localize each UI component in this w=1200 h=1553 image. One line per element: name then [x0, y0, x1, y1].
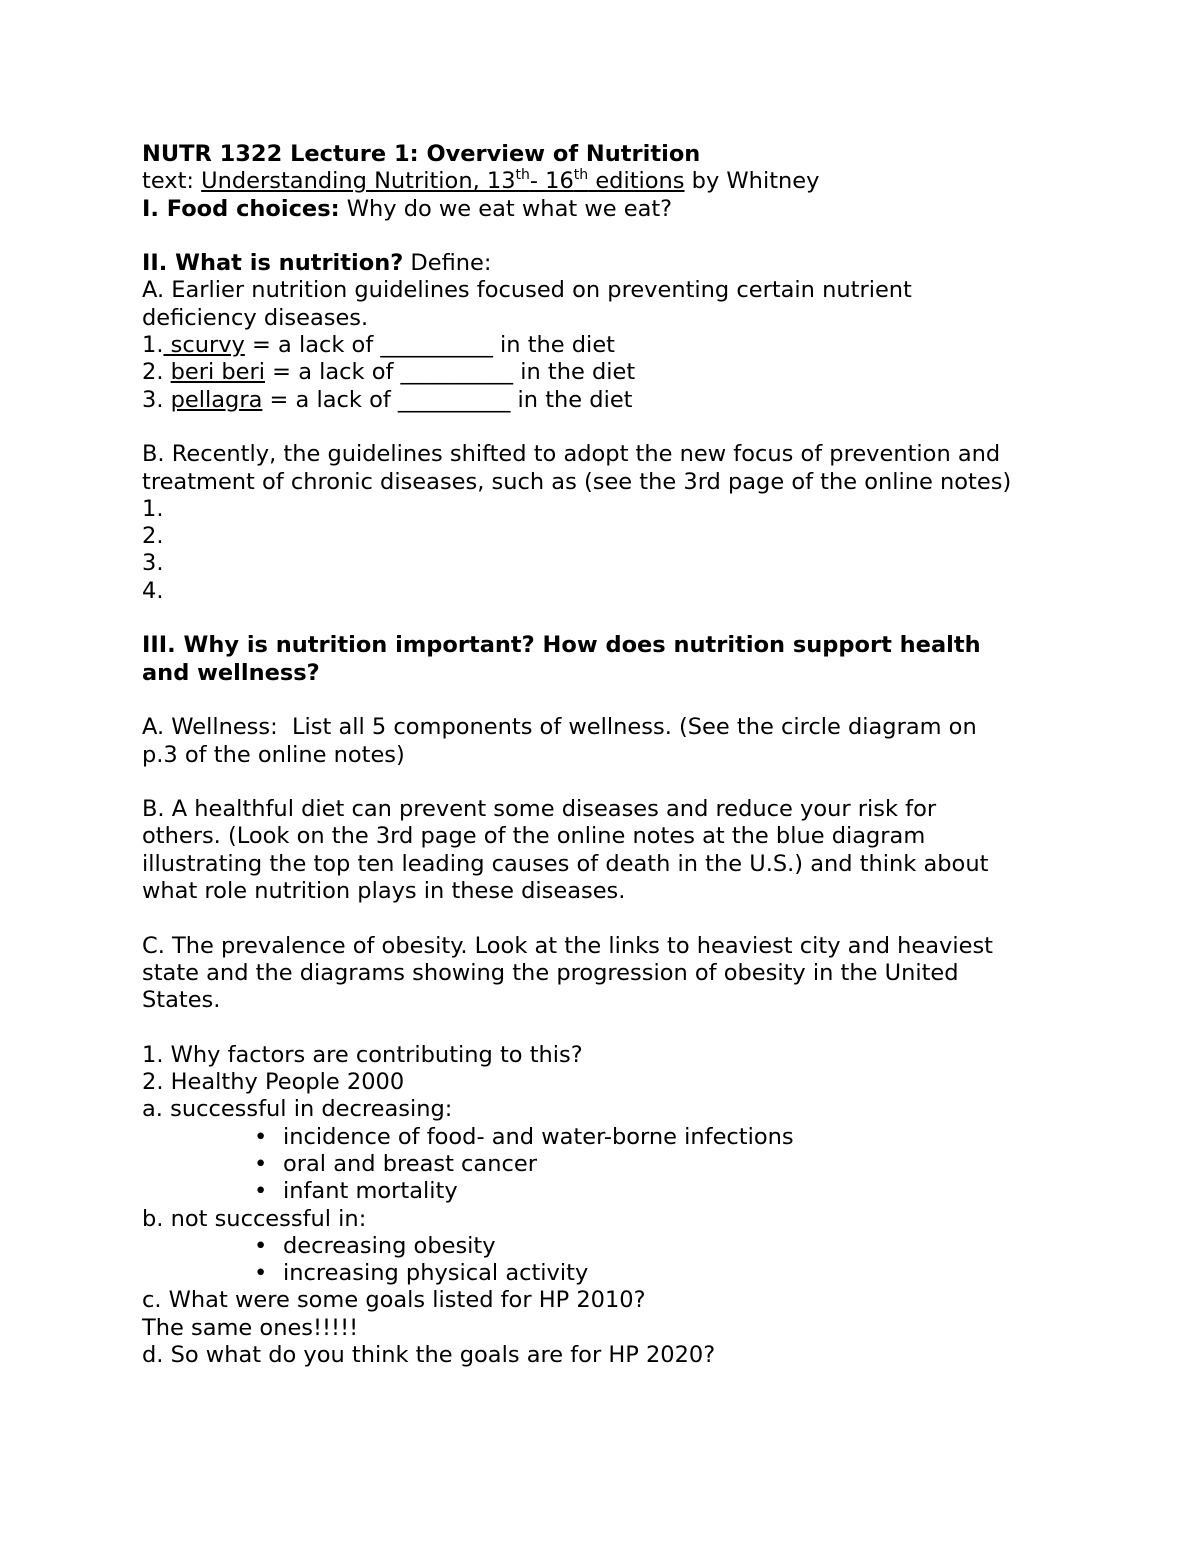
- textbook-title: Understanding Nutrition, 13th- 16th editions: [201, 166, 685, 195]
- question-2c-answer: The same ones!!!!!: [142, 1314, 359, 1341]
- list-item: • oral and breast cancer: [254, 1150, 537, 1177]
- question-2a: a. successful in decreasing:: [142, 1096, 453, 1123]
- wellness-line-2: p.3 of the online notes): [142, 741, 405, 768]
- bullet-icon: •: [254, 1260, 268, 1287]
- bullet-icon: •: [254, 1178, 268, 1205]
- section-2-a-line-2: deficiency diseases.: [142, 304, 369, 331]
- obesity-line: C. The prevalence of obesity. Look at the links to heaviest city and heaviest: [142, 932, 993, 959]
- section-2-a-line-1: A. Earlier nutrition guidelines focused on preventing certain nutrient: [142, 277, 912, 304]
- section-1: I. Food choices: Why do we eat what we eat?: [142, 195, 673, 222]
- wellness-line-1: A. Wellness: List all 5 components of wellness. (See the circle diagram on: [142, 714, 977, 741]
- question-2: 2. Healthy People 2000: [142, 1069, 405, 1096]
- section-2-b-line-2: treatment of chronic diseases, such as (see the 3rd page of the online notes): [142, 468, 1012, 495]
- list-item: • decreasing obesity: [254, 1232, 496, 1259]
- bullet-icon: •: [254, 1150, 268, 1177]
- chronic-disease-blank: 3.: [142, 550, 164, 577]
- bullet-icon: •: [254, 1232, 268, 1259]
- healthful-diet-line: what role nutrition plays in these diseases.: [142, 878, 626, 905]
- document-title: NUTR 1322 Lecture 1: Overview of Nutrition: [142, 141, 701, 167]
- question-1: 1. Why factors are contributing to this?: [142, 1041, 583, 1068]
- section-2-b-line-1: B. Recently, the guidelines shifted to adopt the new focus of prevention and: [142, 441, 1001, 468]
- section-3-heading-line-1: III. Why is nutrition important? How does nutrition support health: [142, 632, 981, 659]
- question-2b: b. not successful in:: [142, 1205, 367, 1232]
- textbook-line: text: Understanding Nutrition, 13th- 16th editions by Whitney: [142, 166, 820, 195]
- section-2-heading: II. What is nutrition? Define:: [142, 250, 492, 277]
- bullet-icon: •: [254, 1123, 268, 1150]
- obesity-line: state and the diagrams showing the progression of obesity in the United: [142, 959, 959, 986]
- chronic-disease-blank: 4.: [142, 577, 164, 604]
- list-item: • infant mortality: [254, 1178, 458, 1205]
- question-2c: c. What were some goals listed for HP 2010?: [142, 1287, 646, 1314]
- deficiency-item: 1. scurvy = a lack of __________ in the diet: [142, 332, 615, 359]
- list-item: • increasing physical activity: [254, 1260, 589, 1287]
- chronic-disease-blank: 1.: [142, 495, 164, 522]
- deficiency-item: 2. beri beri = a lack of __________ in the diet: [142, 359, 636, 386]
- deficiency-item: 3. pellagra = a lack of __________ in the diet: [142, 386, 633, 413]
- healthful-diet-line: others. (Look on the 3rd page of the online notes at the blue diagram: [142, 823, 926, 850]
- question-2d: d. So what do you think the goals are for HP 2020?: [142, 1342, 716, 1369]
- chronic-disease-blank: 2.: [142, 523, 164, 550]
- section-3-heading-line-2: and wellness?: [142, 659, 320, 686]
- list-item: • incidence of food- and water-borne infections: [254, 1123, 794, 1150]
- obesity-line: States.: [142, 987, 221, 1014]
- healthful-diet-line: illustrating the top ten leading causes of death in the U.S.) and think about: [142, 850, 989, 877]
- document-page: [142, 141, 1062, 1369]
- healthful-diet-line: B. A healthful diet can prevent some diseases and reduce your risk for: [142, 796, 937, 823]
